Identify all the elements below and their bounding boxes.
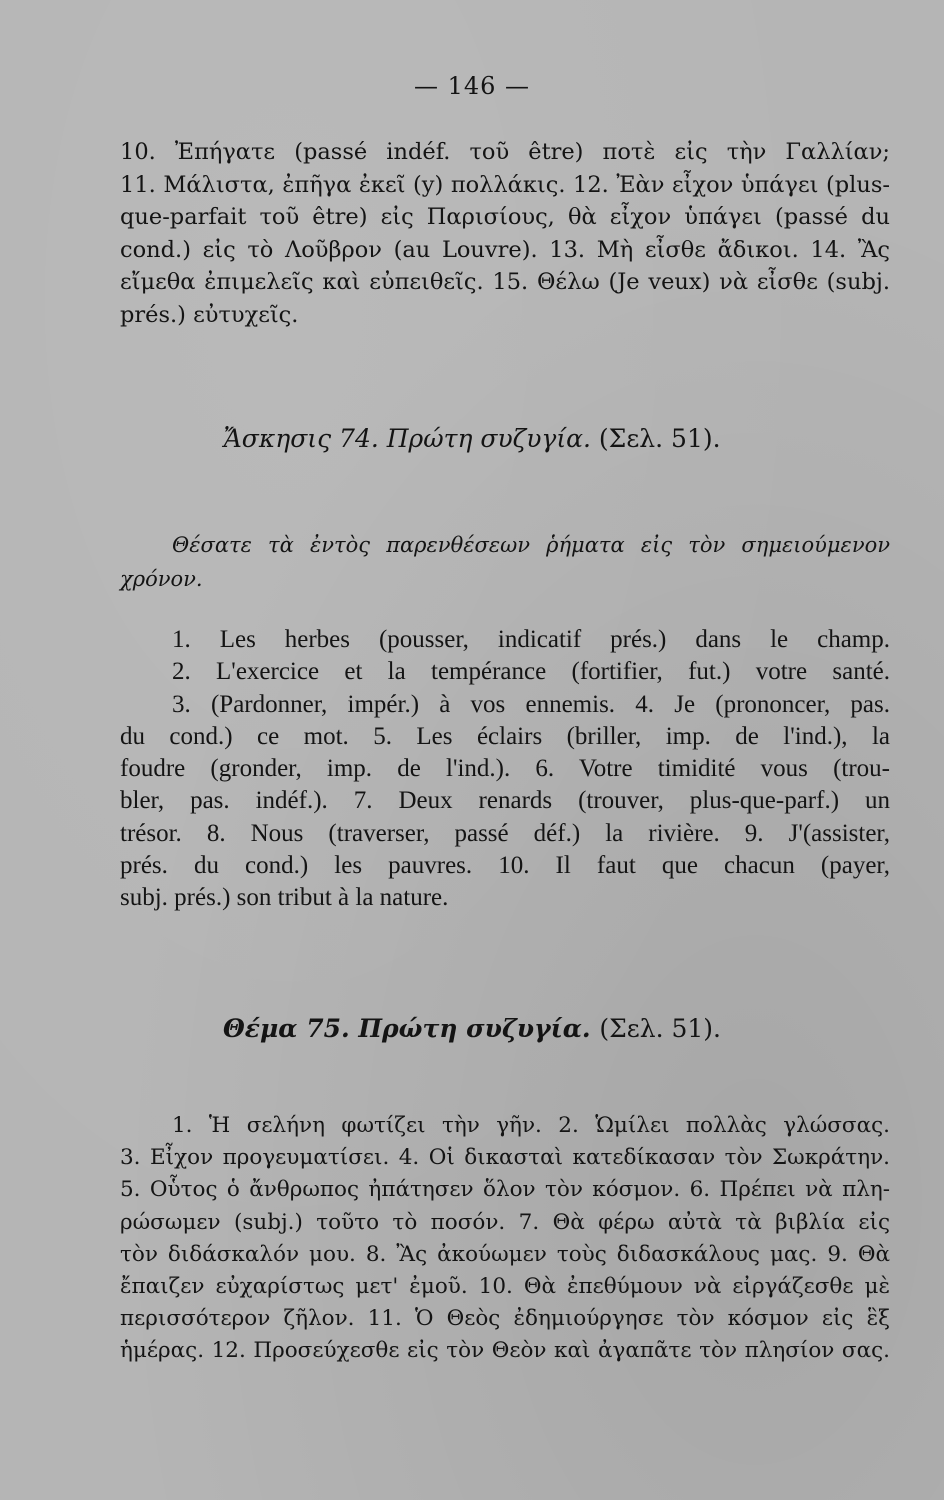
text-line: prés.) εὐτυχεῖς. bbox=[120, 301, 299, 328]
exercise-74-heading bbox=[0, 424, 944, 453]
exercise-instruction bbox=[120, 528, 890, 596]
text-line: ρώσωμεν (subj.) τοῦτο τὸ ποσόν. 7. Θὰ φέρω αὐτὰ τὰ βιβλία εἰς bbox=[120, 1209, 890, 1235]
text-line: 1. Ἡ σελήνη φωτίζει τὴν γῆν. 2. Ὡμίλει πολλὰς γλώσσας. bbox=[172, 1113, 890, 1138]
text-line: foudre (gronder, imp. de l'ind.). 6. Votre timidité vous (trou- bbox=[120, 755, 890, 783]
french-exercise bbox=[120, 624, 890, 915]
text-line: 3. Εἶχον προγευματίσει. 4. Οἱ δικασταὶ κατεδίκασαν τὸν Σωκράτην. bbox=[120, 1145, 890, 1171]
text-line: 1. Les herbes (pousser, indicatif prés.) dans le champ. bbox=[172, 626, 890, 653]
text-line: trésor. 8. Nous (traverser, passé déf.) la rivière. 9. J'(assister, bbox=[120, 819, 890, 847]
instruction-line: χρόνον. bbox=[120, 567, 203, 591]
heading-title: Ἄσκησις 74. Πρώτη συζυγία. bbox=[223, 424, 591, 453]
text-line: 3. (Pardonner, impér.) à vos ennemis. 4. Je (prononcer, pas. bbox=[172, 690, 890, 718]
text-line: que-parfait τοῦ être) εἰς Παρισίους, θὰ εἶχον ὑπάγει (passé du bbox=[120, 204, 890, 230]
text-line: εἴμεθα ἐπιμελεῖς καὶ εὐπειθεῖς. 15. Θέλω (Je veux) νὰ εἶσθε (subj. bbox=[120, 269, 890, 295]
text-line: subj. prés.) son tribut à la nature. bbox=[120, 884, 449, 912]
text-line: du cond.) ce mot. 5. Les éclairs (briller, imp. de l'ind.), la bbox=[120, 722, 890, 750]
exercise-75-heading bbox=[0, 1014, 944, 1043]
text-line: bler, pas. indéf.). 7. Deux renards (trouver, plus-que-parf.) un bbox=[120, 787, 890, 815]
greek-exercise-continued bbox=[120, 136, 890, 331]
text-line: cond.) εἰς τὸ Λοῦβρον (au Louvre). 13. Μὴ εἶσθε ἄδικοι. 14. Ἂς bbox=[120, 236, 890, 263]
heading-page-ref: (Σελ. 51). bbox=[598, 424, 721, 453]
text-line: 5. Οὗτος ὁ ἄνθρωπος ἠπάτησεν ὅλον τὸν κόσμον. 6. Πρέπει νὰ πλη- bbox=[120, 1177, 890, 1203]
text-line: ἡμέρας. 12. Προσεύχεσθε εἰς τὸν Θεὸν καὶ ἀγαπᾶτε τὸν πλησίον σας. bbox=[120, 1338, 890, 1364]
text-line: τὸν διδάσκαλόν μου. 8. Ἂς ἀκούωμεν τοὺς διδασκάλους μας. 9. Θὰ bbox=[120, 1241, 890, 1267]
heading-page-ref: (Σελ. 51). bbox=[599, 1014, 721, 1043]
greek-translation-exercise bbox=[120, 1110, 890, 1368]
text-line: περισσότερον ζῆλον. 11. Ὁ Θεὸς ἐδημιούργησε τὸν κόσμον εἰς ἓξ bbox=[120, 1306, 890, 1332]
heading-title: Θέμα 75. Πρώτη συζυγία. bbox=[223, 1014, 591, 1043]
instruction-line: Θέσατε τὰ ἐντὸς παρενθέσεων ῥήματα εἰς τὸν σημειούμενον bbox=[172, 533, 890, 557]
text-line: 10. Ἐπήγατε (passé indéf. τοῦ être) ποτὲ εἰς τὴν Γαλλίαν; bbox=[120, 139, 890, 165]
text-line: prés. du cond.) les pauvres. 10. Il faut que chacun (payer, bbox=[120, 852, 890, 880]
text-line: 11. Μάλιστα, ἐπῆγα ἐκεῖ (y) πολλάκις. 12. Ἐὰν εἶχον ὑπάγει (plus- bbox=[120, 171, 890, 198]
text-line: ἔπαιζεν εὐχαρίστως μετ' ἐμοῦ. 10. Θὰ ἐπεθύμουν νὰ εἰργάζεσθε μὲ bbox=[120, 1274, 890, 1300]
page-number: — 146 — bbox=[413, 72, 531, 100]
text-line: 2. L'exercice et la tempérance (fortifier, fut.) votre santé. bbox=[172, 658, 890, 686]
